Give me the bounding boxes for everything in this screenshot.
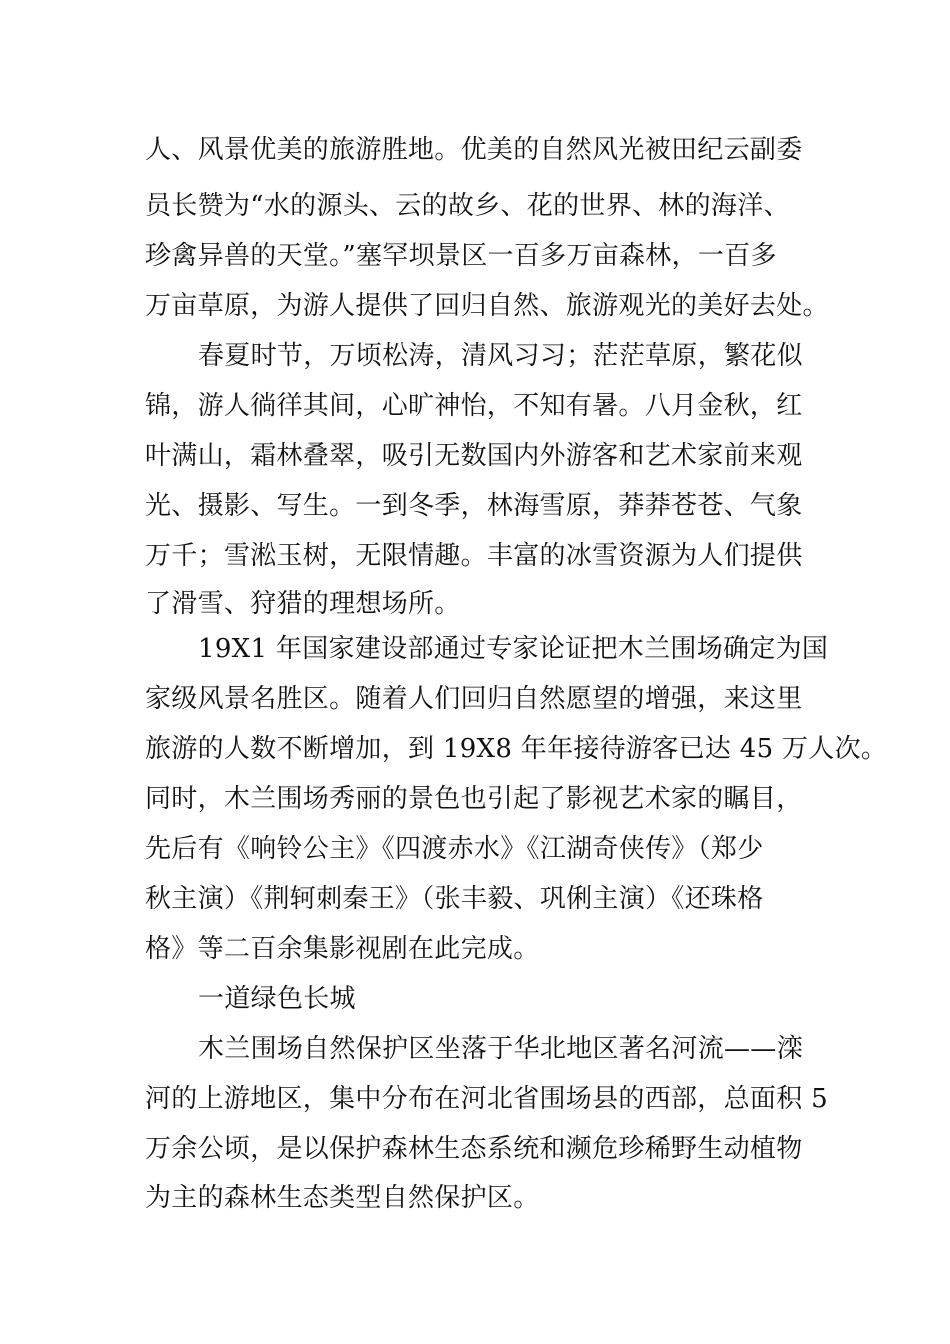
text-line: 光、摄影、写生。一到冬季，林海雪原，莽莽苍苍、气象 [145,491,803,521]
text-line: 同时，木兰围场秀丽的景色也引起了影视艺术家的瞩目， [145,784,803,814]
text-line: 木兰围场自然保护区坐落于华北地区著名河流——滦 [198,1034,803,1064]
text-line: 河的上游地区，集中分布在河北省围场县的西部，总面积 5 [145,1084,828,1114]
text-line: 秋主演）《荆轲刺秦王》（张丰毅、巩俐主演）《还珠格 [145,884,764,914]
text-line: 为主的森林生态类型自然保护区。 [145,1183,540,1213]
section-heading: 一道绿色长城 [198,984,356,1014]
text-line: 员长赞为“水的源头、云的故乡、花的世界、林的海洋、 [145,191,790,221]
text-line: 19X1 年国家建设部通过专家论证把木兰围场确定为国 [198,634,829,664]
text-line: 锦，游人徜徉其间，心旷神怡，不知有暑。八月金秋，红 [145,391,803,421]
text-line: 叶满山，霜林叠翠，吸引无数国内外游客和艺术家前来观 [145,441,803,471]
text-line: 先后有《响铃公主》《四渡赤水》《江湖奇侠传》（郑少 [145,834,764,864]
text-line: 人、风景优美的旅游胜地。优美的自然风光被田纪云副委 [145,135,803,165]
text-line: 格》等二百余集影视剧在此完成。 [145,934,540,964]
text-line: 珍禽异兽的天堂。”塞罕坝景区一百多万亩森林，一百多 [145,241,777,271]
text-line: 万余公顷，是以保护森林生态系统和濒危珍稀野生动植物 [145,1134,803,1164]
text-line: 万亩草原，为游人提供了回归自然、旅游观光的美好去处。 [145,291,829,321]
text-line: 春夏时节，万顷松涛，清风习习；茫茫草原，繁花似 [198,341,803,371]
text-line: 了滑雪、狩猎的理想场所。 [145,589,461,619]
text-line: 家级风景名胜区。随着人们回归自然愿望的增强，来这里 [145,684,803,714]
text-line: 旅游的人数不断增加，到 19X8 年年接待游客已达 45 万人次。 [145,734,888,764]
text-line: 万千；雪淞玉树，无限情趣。丰富的冰雪资源为人们提供 [145,541,803,571]
